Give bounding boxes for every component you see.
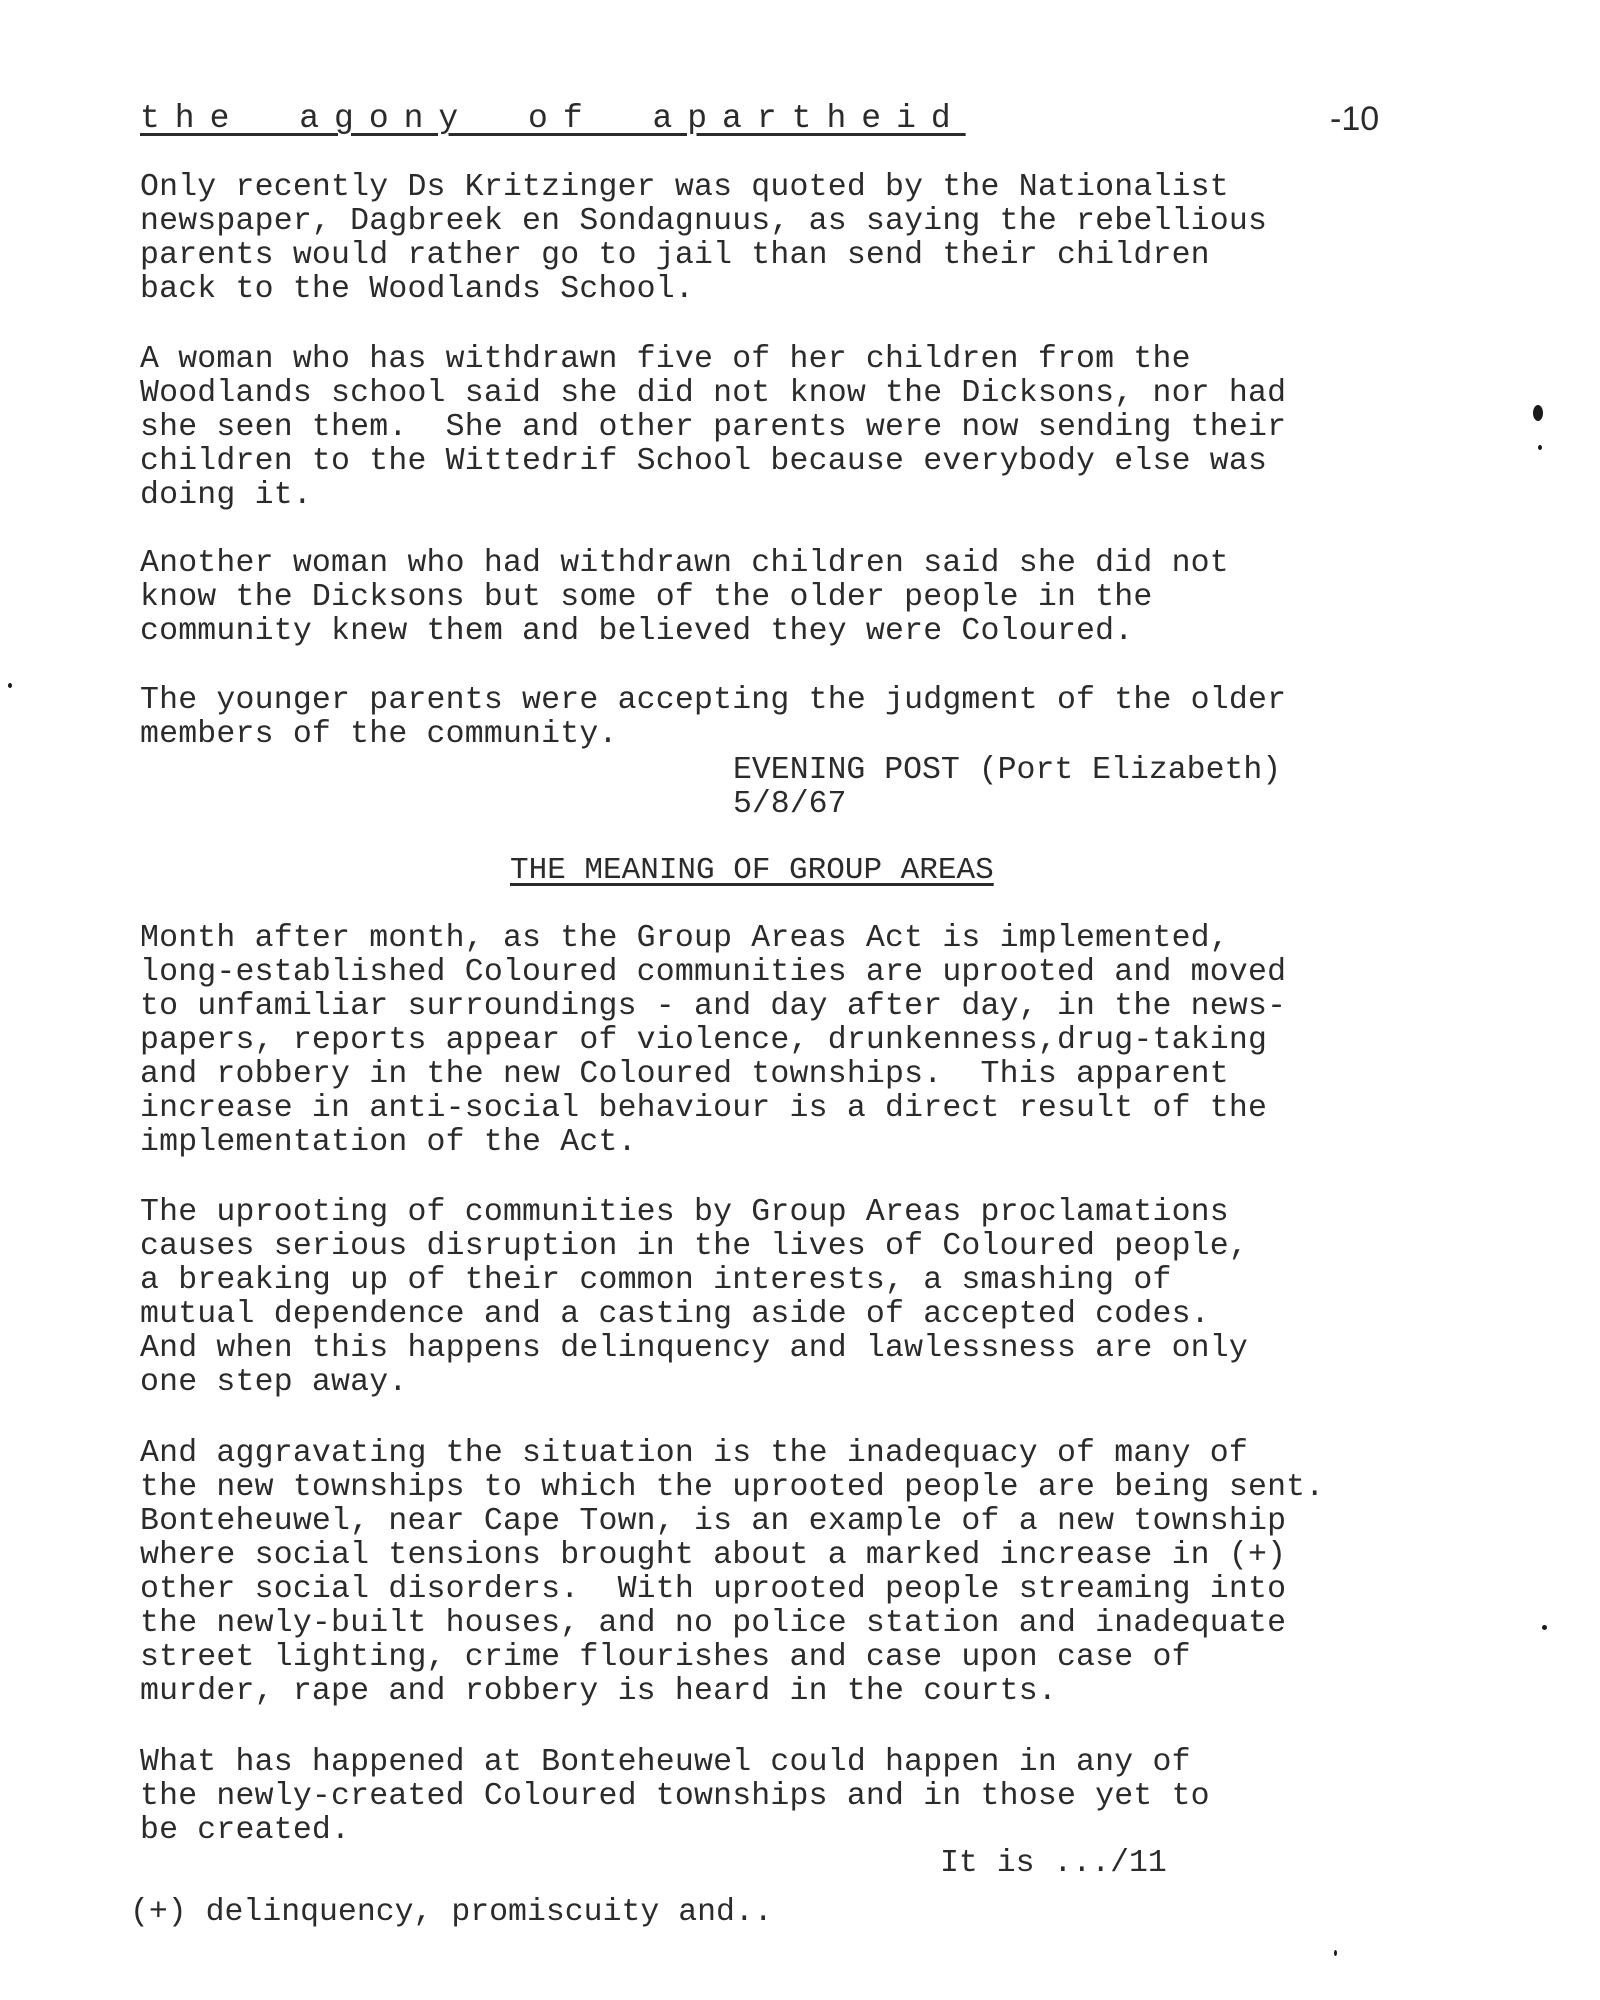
- paragraph-uprooting: The uprooting of communities by Group Areas proclamations causes serious disruption in the lives of Coloured people, a breaking up of their common interests, a smashing of mutual dependence and a casting aside of accepted codes. And when this happens delinquency and lawlessness are only one step away.: [140, 1195, 1248, 1400]
- paragraph-woman-five-children: A woman who has withdrawn five of her children from the Woodlands school said she did not know the Dicksons, nor had she seen them. She and other parents were now sending their children to the Wittedrif School because everybody else was doing it.: [140, 342, 1287, 513]
- ink-speck-icon: [8, 683, 12, 688]
- section-heading: THE MEANING OF GROUP AREAS: [510, 853, 994, 888]
- ink-speck-icon: [1334, 1950, 1337, 1956]
- footnote: (+) delinquency, promiscuity and..: [130, 1895, 773, 1930]
- ink-speck-icon: [1542, 1625, 1547, 1630]
- paragraph-younger-parents: The younger parents were accepting the judgment of the older members of the community.: [140, 683, 1287, 752]
- paragraph-aggravating: And aggravating the situation is the inadequacy of many of the new townships to which the uprooted people are being sent. Bonteheuwel, near Cape Town, is an example of a new township where social tensions brought about a marked increase in (+) other social disorders. With uprooted people streaming into the newly-built houses, and no police station and inadequate street lighting, crime flourishes and case upon case of murder, rape and robbery is heard in the courts.: [140, 1436, 1325, 1709]
- paragraph-month-after-month: Month after month, as the Group Areas Act is implemented, long-established Coloured communities are uprooted and moved to unfamiliar surroundings - and day after day, in the news- papers, reports appear of violence, drunkenness,drug-taking and robbery in the new Coloured townships. This apparent increase in anti-social behaviour is a direct result of the implementation of the Act.: [140, 921, 1287, 1160]
- running-title: the agony of apartheid: [140, 100, 966, 137]
- paragraph-bonteheuwel: What has happened at Bonteheuwel could happen in any of the newly-created Coloured townships and in those yet to be created.: [140, 1745, 1210, 1848]
- paragraph-another-woman: Another woman who had withdrawn children said she did not know the Dicksons but some of the older people in the community knew them and believed they were Coloured.: [140, 546, 1229, 649]
- source-citation: EVENING POST (Port Elizabeth) 5/8/67: [733, 753, 1282, 822]
- page-number: -10: [1330, 100, 1380, 138]
- continuation-marker: It is .../11: [940, 1846, 1167, 1881]
- ink-speck-icon: [1533, 405, 1543, 421]
- ink-speck-icon: [1538, 445, 1542, 450]
- paragraph-kritzinger-quote: Only recently Ds Kritzinger was quoted by the Nationalist newspaper, Dagbreek en Sondagnuus, as saying the rebellious parents would rather go to jail than send their children back to the Woodlands School.: [140, 170, 1268, 307]
